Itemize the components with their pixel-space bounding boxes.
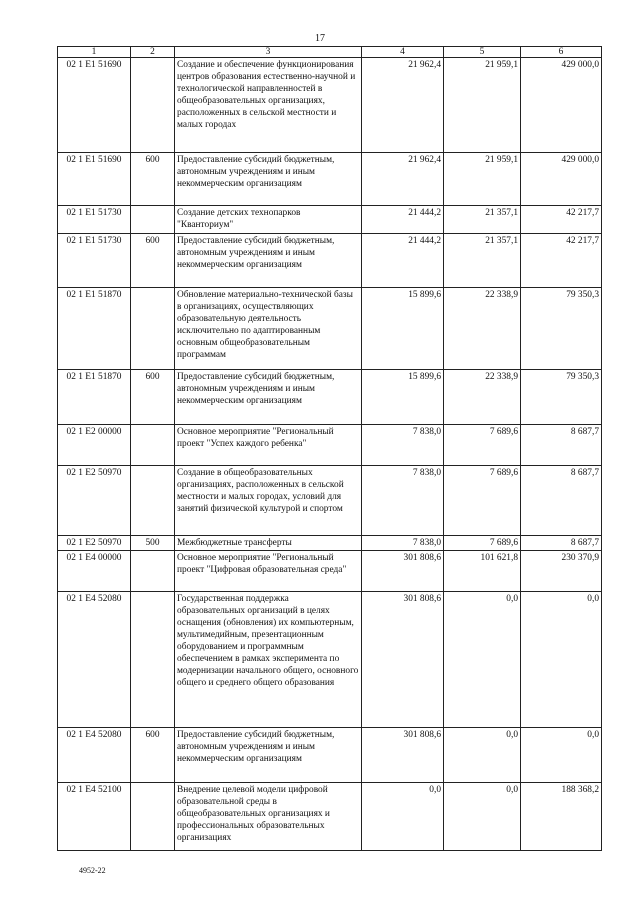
code-cell: 02 1 E4 52100: [58, 783, 131, 851]
expense-type-cell: 600: [131, 153, 175, 206]
amount-cell: 429 000,0: [521, 58, 602, 153]
expense-type-cell: [131, 58, 175, 153]
amount-cell: 15 899,6: [362, 370, 444, 425]
name-cell: Межбюджетные трансферты: [175, 536, 362, 551]
code-cell: 02 1 E2 00000: [58, 425, 131, 466]
amount-cell: 8 687,7: [521, 466, 602, 536]
code-cell: 02 1 E1 51690: [58, 153, 131, 206]
amount-cell: 79 350,3: [521, 370, 602, 425]
code-cell: 02 1 E4 52080: [58, 728, 131, 783]
amount-cell: 21 962,4: [362, 153, 444, 206]
table-row: [58, 153, 602, 206]
amount-cell: 0,0: [521, 592, 602, 728]
budget-table: [57, 46, 602, 851]
expense-type-cell: [131, 551, 175, 592]
name-cell: Создание в общеобразовательных организациях, расположенных в сельской местности и малых городах, условий для занятий физической культурой и спортом: [175, 466, 362, 536]
name-cell: Создание детских технопарков "Кванториум": [175, 206, 362, 234]
code-cell: 02 1 E4 52080: [58, 592, 131, 728]
table-row: [58, 728, 602, 783]
table-row: [58, 206, 602, 234]
name-cell: Государственная поддержка образовательных организаций в целях оснащения (обновления) их компьютерным, мультимедийным, презентационным оборудованием и программным обеспечением в рамках эксперимента по модернизации начального общего, основного общего и среднего общего образования: [175, 592, 362, 728]
column-header: 6: [521, 47, 602, 58]
name-cell: Обновление материально-технической базы в организациях, осуществляющих образовательную деятельность исключительно по адаптированным основным общеобразовательным программам: [175, 288, 362, 370]
name-cell: Предоставление субсидий бюджетным, автономным учреждениям и иным некоммерческим организациям: [175, 370, 362, 425]
amount-cell: 7 838,0: [362, 425, 444, 466]
code-cell: 02 1 E4 00000: [58, 551, 131, 592]
amount-cell: 0,0: [444, 728, 521, 783]
table-row: [58, 536, 602, 551]
amount-cell: 21 357,1: [444, 234, 521, 288]
column-header: 5: [444, 47, 521, 58]
name-cell: Внедрение целевой модели цифровой образовательной среды в общеобразовательных организациях и профессиональных образовательных организациях: [175, 783, 362, 851]
amount-cell: 22 338,9: [444, 370, 521, 425]
amount-cell: 188 368,2: [521, 783, 602, 851]
table-row: [58, 551, 602, 592]
code-cell: 02 1 E1 51870: [58, 370, 131, 425]
amount-cell: 301 808,6: [362, 551, 444, 592]
amount-cell: 8 687,7: [521, 536, 602, 551]
code-cell: 02 1 E1 51870: [58, 288, 131, 370]
amount-cell: 7 838,0: [362, 466, 444, 536]
amount-cell: 0,0: [362, 783, 444, 851]
column-header: 2: [131, 47, 175, 58]
expense-type-cell: 600: [131, 234, 175, 288]
table-row: [58, 234, 602, 288]
amount-cell: 0,0: [444, 592, 521, 728]
expense-type-cell: [131, 425, 175, 466]
expense-type-cell: 500: [131, 536, 175, 551]
table-row: [58, 58, 602, 153]
amount-cell: 21 444,2: [362, 234, 444, 288]
amount-cell: 21 357,1: [444, 206, 521, 234]
expense-type-cell: [131, 466, 175, 536]
amount-cell: 21 444,2: [362, 206, 444, 234]
expense-type-cell: 600: [131, 370, 175, 425]
expense-type-cell: [131, 288, 175, 370]
amount-cell: 0,0: [444, 783, 521, 851]
table-row: [58, 288, 602, 370]
amount-cell: 79 350,3: [521, 288, 602, 370]
page-number: 17: [315, 33, 325, 44]
name-cell: Создание и обеспечение функционирования центров образования естественно-научной и технологической направленностей в общеобразовательных организациях, расположенных в сельской местности и малых городах: [175, 58, 362, 153]
column-header: 3: [175, 47, 362, 58]
amount-cell: 429 000,0: [521, 153, 602, 206]
table-row: [58, 592, 602, 728]
code-cell: 02 1 E1 51690: [58, 58, 131, 153]
table-row: [58, 783, 602, 851]
code-cell: 02 1 E2 50970: [58, 536, 131, 551]
table-row: [58, 370, 602, 425]
expense-type-cell: 600: [131, 728, 175, 783]
amount-cell: 301 808,6: [362, 592, 444, 728]
amount-cell: 7 689,6: [444, 466, 521, 536]
amount-cell: 22 338,9: [444, 288, 521, 370]
amount-cell: 42 217,7: [521, 234, 602, 288]
amount-cell: 21 959,1: [444, 153, 521, 206]
amount-cell: 42 217,7: [521, 206, 602, 234]
name-cell: Предоставление субсидий бюджетным, автономным учреждениям и иным некоммерческим организациям: [175, 728, 362, 783]
column-header: 4: [362, 47, 444, 58]
expense-type-cell: [131, 206, 175, 234]
column-header: 1: [58, 47, 131, 58]
code-cell: 02 1 E1 51730: [58, 206, 131, 234]
name-cell: Основное мероприятие "Региональный проект "Успех каждого ребенка": [175, 425, 362, 466]
name-cell: Предоставление субсидий бюджетным, автономным учреждениям и иным некоммерческим организациям: [175, 153, 362, 206]
name-cell: Предоставление субсидий бюджетным, автономным учреждениям и иным некоммерческим организациям: [175, 234, 362, 288]
code-cell: 02 1 E2 50970: [58, 466, 131, 536]
amount-cell: 15 899,6: [362, 288, 444, 370]
amount-cell: 230 370,9: [521, 551, 602, 592]
footer-document-code: 4952-22: [79, 866, 106, 875]
amount-cell: 8 687,7: [521, 425, 602, 466]
expense-type-cell: [131, 592, 175, 728]
name-cell: Основное мероприятие "Региональный проект "Цифровая образовательная среда": [175, 551, 362, 592]
amount-cell: 21 959,1: [444, 58, 521, 153]
amount-cell: 101 621,8: [444, 551, 521, 592]
table-row: [58, 425, 602, 466]
amount-cell: 7 689,6: [444, 536, 521, 551]
expense-type-cell: [131, 783, 175, 851]
amount-cell: 7 689,6: [444, 425, 521, 466]
table-row: [58, 466, 602, 536]
amount-cell: 7 838,0: [362, 536, 444, 551]
amount-cell: 21 962,4: [362, 58, 444, 153]
amount-cell: 0,0: [521, 728, 602, 783]
code-cell: 02 1 E1 51730: [58, 234, 131, 288]
table-header-row: [58, 47, 602, 58]
amount-cell: 301 808,6: [362, 728, 444, 783]
